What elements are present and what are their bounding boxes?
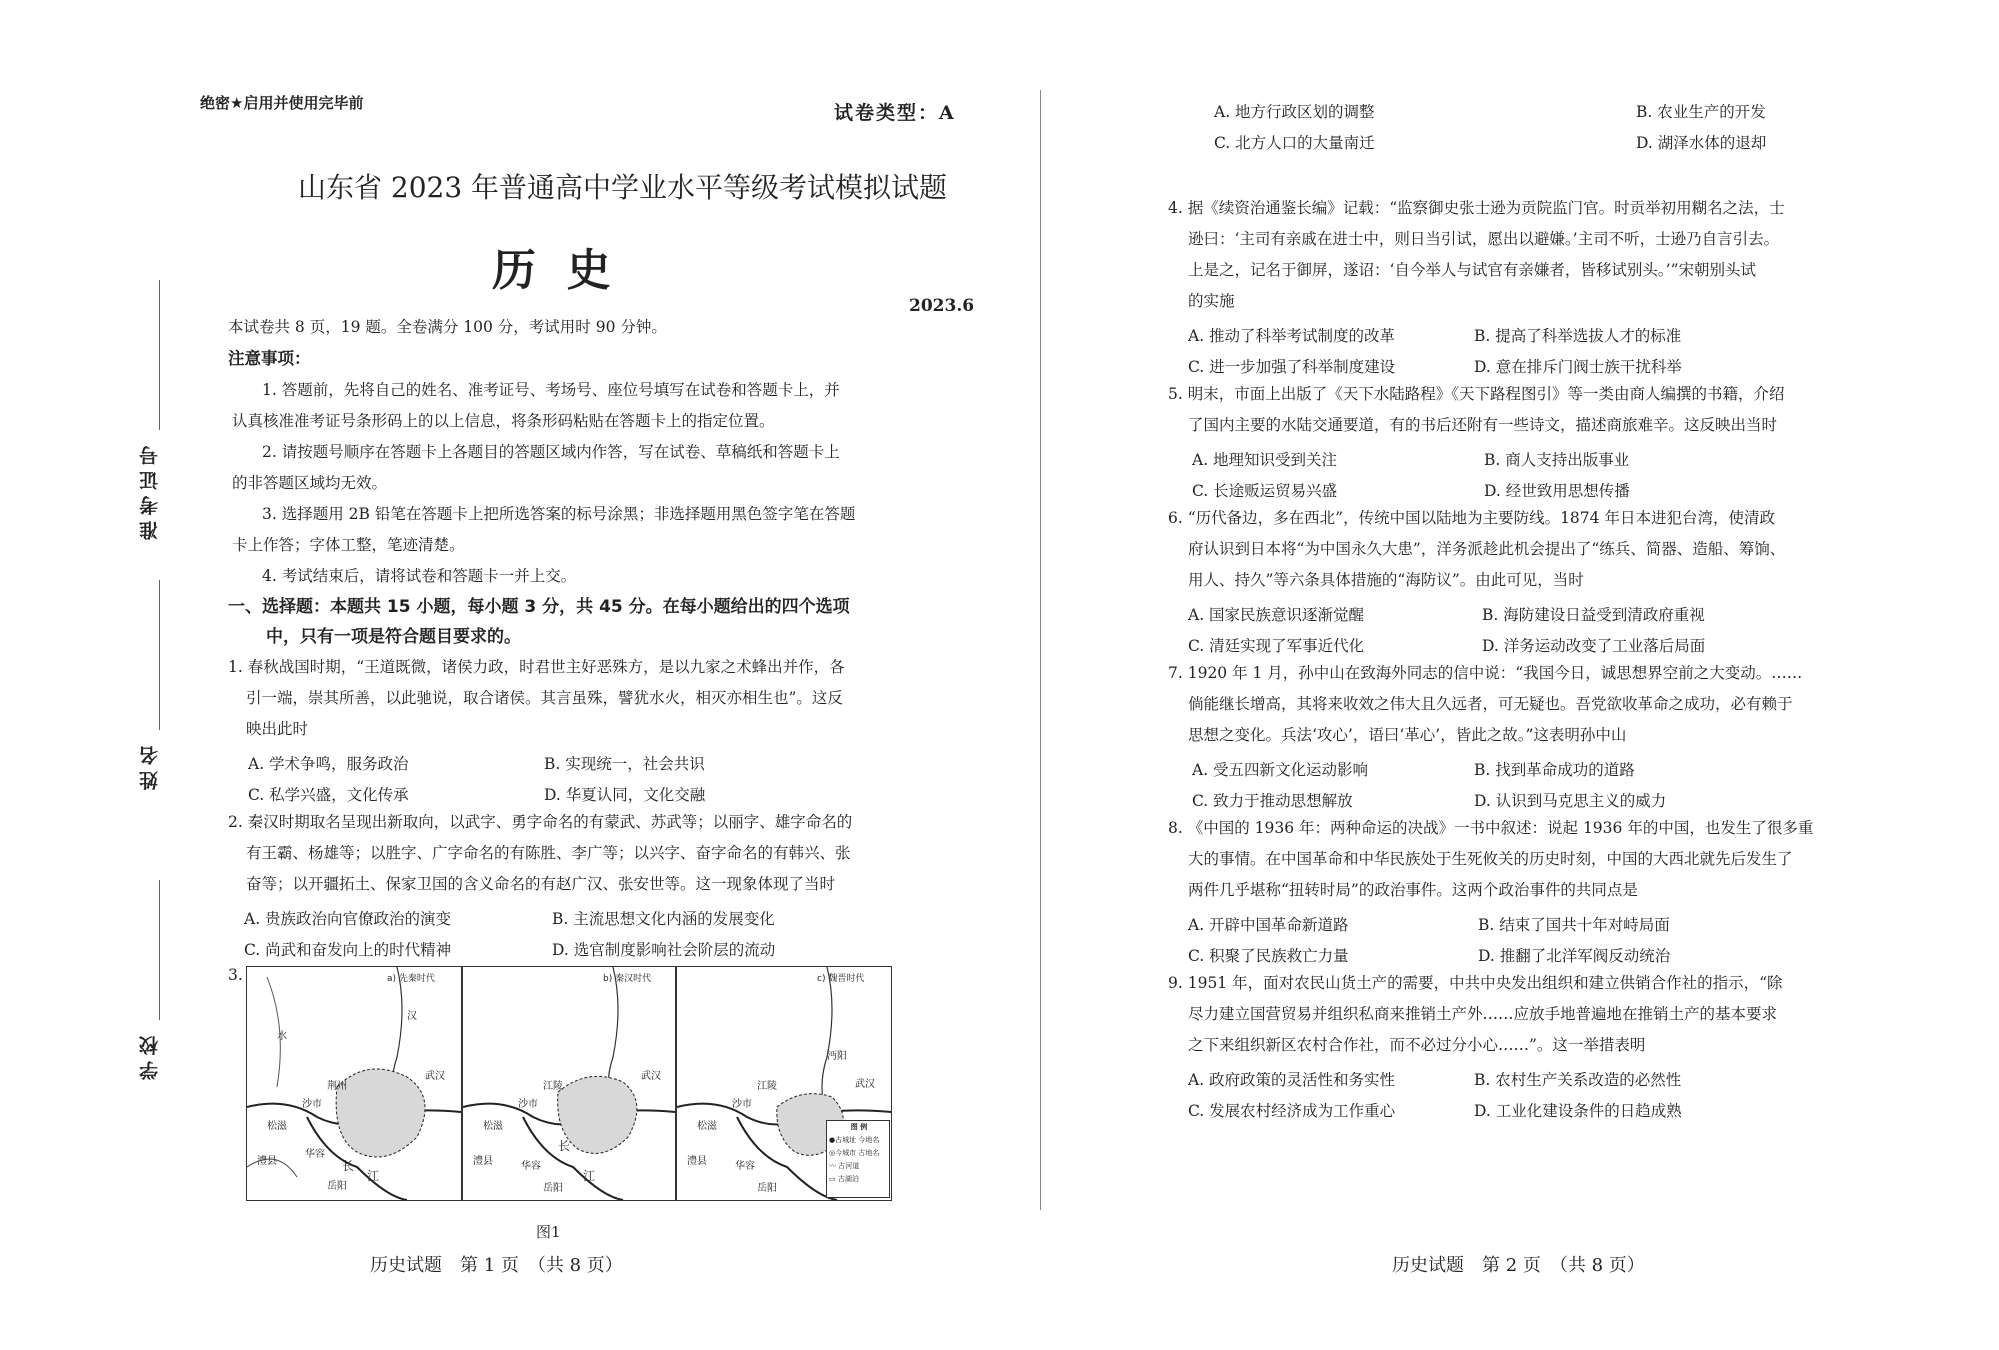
q4-option-d[interactable]: D. 意在排斥门阀士族干扰科举 [1474, 358, 1682, 376]
legend-item: ◎今城市 古地名 [829, 1149, 880, 1157]
q5-option-b[interactable]: B. 商人支持出版事业 [1484, 451, 1630, 469]
question-2-text: 2. 秦汉时期取名呈现出新取向，以武字、勇字命名的有蒙武、苏武等；以丽字、雄字命名的 [228, 813, 853, 831]
intro-text: 本试卷共 8 页，19 题。全卷满分 100 分，考试用时 90 分钟。 [228, 318, 667, 336]
map-place: 沙市 [518, 1099, 538, 1110]
question-4-text: 的实施 [1188, 292, 1235, 310]
map-qin-han [462, 966, 676, 1201]
question-6-text: 府认识到日本将“为中国永久大患”，洋务派趁此机会提出了“练兵、简器、造船、筹饷、 [1188, 540, 1786, 558]
legend-item: ●古城址 今地名 [829, 1136, 880, 1144]
map-place: 汉 [407, 1011, 417, 1022]
name-label: 姓名 [139, 740, 161, 790]
question-1-text: 引一端，崇其所善，以此驰说，取合诸侯。其言虽殊，譬犹水火，相灭亦相生也”。这反 [246, 689, 843, 707]
q8-option-d[interactable]: D. 推翻了北洋军阀反动统治 [1478, 947, 1671, 965]
q9-option-a[interactable]: A. 政府政策的灵活性和务实性 [1188, 1071, 1396, 1089]
question-7-text: 倘能继长增高，其将来收效之伟大且久远者，可无疑也。吾党欲收革命之成功，必有赖于 [1188, 695, 1793, 713]
map-place: 武汉 [425, 1071, 445, 1082]
q9-option-c[interactable]: C. 发展农村经济成为工作重心 [1188, 1102, 1396, 1120]
question-7-text: 思想之变化。兵法‘攻心’，语曰‘革心’，皆此之故。”这表明孙中山 [1188, 726, 1627, 744]
question-5-text: 5. 明末，市面上出版了《天下水陆路程》《天下路程图引》等一类由商人编撰的书籍，介绍 [1168, 385, 1785, 403]
question-8-text: 大的事情。在中国革命和中华民族处于生死攸关的历史时刻，中国的大西北就先后发生了 [1188, 850, 1793, 868]
binding-line [159, 280, 160, 430]
question-4-text: 逊曰：‘主司有亲戚在进士中，则日当引试，愿出以避嫌。’主司不听，士逊乃自言引去。 [1188, 230, 1780, 248]
paper-type: 试卷类型：A [834, 102, 956, 124]
q3-option-a[interactable]: A. 地方行政区划的调整 [1214, 103, 1375, 121]
section-title: 一、选择题：本题共 15 小题，每小题 3 分，共 45 分。在每小题给出的四个选项 [228, 597, 850, 617]
map-place: 岳阳 [543, 1183, 563, 1194]
question-8-text: 两件几乎堪称“扭转时局”的政治事件。这两个政治事件的共同点是 [1188, 881, 1638, 899]
q6-option-d[interactable]: D. 洋务运动改变了工业落后局面 [1482, 637, 1706, 655]
map-place: 武汉 [855, 1079, 875, 1090]
question-6-text: 用人、持久”等六条具体措施的“海防议”。由此可见，当时 [1188, 571, 1584, 589]
map-place: 江陵 [757, 1081, 777, 1092]
notice-line: 的非答题区域均无效。 [232, 474, 388, 492]
q2-option-a[interactable]: A. 贵族政治向官僚政治的演变 [244, 910, 452, 928]
map-pre-qin [246, 966, 462, 1201]
map-place: 江 [367, 1169, 380, 1183]
q6-option-a[interactable]: A. 国家民族意识逐渐觉醒 [1188, 606, 1365, 624]
school-label: 学校 [139, 1030, 161, 1080]
map-place: 华容 [305, 1149, 325, 1160]
map-place: 岳阳 [757, 1183, 777, 1194]
map-place: 澧县 [473, 1156, 493, 1167]
map-place: 岳阳 [327, 1181, 347, 1192]
question-6-text: 6. “历代备边，多在西北”，传统中国以陆地为主要防线。1874 年日本进犯台湾，使清政 [1168, 509, 1775, 527]
question-3-number: 3. [228, 966, 243, 984]
q7-option-c[interactable]: C. 致力于推动思想解放 [1192, 792, 1353, 810]
exam-number-label: 准考证号 [139, 440, 161, 540]
q7-option-d[interactable]: D. 认识到马克思主义的威力 [1474, 792, 1667, 810]
question-8-text: 8. 《中国的 1936 年：两种命运的决战》一书中叙述：说起 1936 年的中国，也发生了很多重 [1168, 819, 1814, 837]
page-1-footer: 历史试题 第 1 页 （共 8 页） [370, 1255, 623, 1276]
q4-option-c[interactable]: C. 进一步加强了科举制度建设 [1188, 358, 1396, 376]
map-place: 沙市 [732, 1099, 752, 1110]
q6-option-b[interactable]: B. 海防建设日益受到清政府重视 [1482, 606, 1705, 624]
question-4-text: 4. 据《续资治通鉴长编》记载：“监察御史张士逊为贡院监门官。时贡举初用糊名之法，士 [1168, 199, 1785, 217]
legend-item: 〰 古河道 [829, 1162, 860, 1170]
page-divider [1040, 90, 1041, 1210]
figure-caption: 图1 [536, 1223, 561, 1241]
q1-option-a[interactable]: A. 学术争鸣，服务政治 [248, 755, 409, 773]
q8-option-b[interactable]: B. 结束了国共十年对峙局面 [1478, 916, 1670, 934]
map-place: 水 [277, 1031, 287, 1042]
map-place: 长 [342, 1159, 355, 1173]
map-place: 华容 [735, 1161, 755, 1172]
map-place: 华容 [521, 1161, 541, 1172]
q1-option-d[interactable]: D. 华夏认同，文化交融 [544, 786, 706, 804]
question-5-text: 了国内主要的水陆交通要道，有的书后还附有一些诗文，描述商旅难辛。这反映出当时 [1188, 416, 1778, 434]
exam-date: 2023.6 [909, 296, 975, 316]
confidential-label: 绝密★启用并使用完毕前 [200, 94, 364, 112]
map-place: 松滋 [483, 1121, 503, 1132]
map-place: 沙市 [302, 1099, 322, 1110]
question-2-text: 奋等；以开疆拓土、保家卫国的含义命名的有赵广汉、张安世等。这一现象体现了当时 [246, 875, 836, 893]
q6-option-c[interactable]: C. 清廷实现了军事近代化 [1188, 637, 1365, 655]
page-2-footer: 历史试题 第 2 页 （共 8 页） [1392, 1255, 1645, 1276]
q2-option-c[interactable]: C. 尚武和奋发向上的时代精神 [244, 941, 452, 959]
map-place: 松滋 [697, 1121, 717, 1132]
subject-title: 历 史 [492, 245, 611, 296]
q3-option-c[interactable]: C. 北方人口的大量南迁 [1214, 134, 1375, 152]
q5-option-d[interactable]: D. 经世致用思想传播 [1484, 482, 1630, 500]
q3-option-d[interactable]: D. 湖泽水体的退却 [1636, 134, 1767, 152]
question-9-text: 9. 1951 年，面对农民山货土产的需要，中共中央发出组织和建立供销合作社的指示，“除 [1168, 974, 1783, 992]
notice-line: 1. 答题前，先将自己的姓名、准考证号、考场号、座位号填写在试卷和答题卡上，并 [262, 381, 840, 399]
map-place: 荆州 [327, 1081, 347, 1092]
q7-option-b[interactable]: B. 找到革命成功的道路 [1474, 761, 1635, 779]
notice-line: 2. 请按题号顺序在答题卡上各题目的答题区域内作答，写在试卷、草稿纸和答题卡上 [262, 443, 840, 461]
map-place: 长 [558, 1139, 571, 1153]
section-title: 中，只有一项是符合题目要求的。 [266, 627, 521, 647]
q4-option-b[interactable]: B. 提高了科举选拔人才的标准 [1474, 327, 1682, 345]
legend-title: 图 例 [850, 1123, 868, 1131]
question-4-text: 上是之，记名于御屏，遂诏：‘自今举人与试官有亲嫌者，皆移试别头。’”宋朝别头试 [1188, 261, 1757, 279]
q8-option-c[interactable]: C. 积聚了民族救亡力量 [1188, 947, 1349, 965]
q9-option-d[interactable]: D. 工业化建设条件的日趋成熟 [1474, 1102, 1682, 1120]
question-7-text: 7. 1920 年 1 月，孙中山在致海外同志的信中说：“我国今日，诚思想界空前之大变动。…… [1168, 664, 1803, 682]
notice-line: 3. 选择题用 2B 铅笔在答题卡上把所选答案的标号涂黑；非选择题用黑色签字笔在答题 [262, 505, 856, 523]
map-title: c) 魏晋时代 [817, 974, 865, 984]
notice-line: 卡上作答；字体工整，笔迹清楚。 [232, 536, 465, 554]
question-1-text: 1. 春秋战国时期，“王道既微，诸侯力政，时君世主好恶殊方，是以九家之术蜂出并作，各 [228, 658, 845, 676]
q9-option-b[interactable]: B. 农村生产关系改造的必然性 [1474, 1071, 1682, 1089]
exam-title: 山东省 2023 年普通高中学业水平等级考试模拟试题 [298, 171, 948, 204]
map-title: b) 秦汉时代 [603, 974, 652, 984]
q1-option-b[interactable]: B. 实现统一，社会共识 [544, 755, 705, 773]
q2-option-b[interactable]: B. 主流思想文化内涵的发展变化 [552, 910, 775, 928]
map-place: 澧县 [257, 1156, 277, 1167]
q1-option-c[interactable]: C. 私学兴盛，文化传承 [248, 786, 409, 804]
q8-option-a[interactable]: A. 开辟中国革命新道路 [1188, 916, 1349, 934]
notice-line: 认真核准准考证号条形码上的以上信息，将条形码粘贴在答题卡上的指定位置。 [232, 412, 775, 430]
legend-item: ▭ 古湖泊 [829, 1175, 859, 1183]
q7-option-a[interactable]: A. 受五四新文化运动影响 [1192, 761, 1369, 779]
notice-title: 注意事项： [228, 349, 311, 368]
question-2-text: 有王霸、杨雄等；以胜字、广字命名的有陈胜、李广等；以兴字、奋字命名的有韩兴、张 [246, 844, 851, 862]
map-place: 武汉 [641, 1071, 661, 1082]
binding-line [159, 580, 160, 730]
q3-option-b[interactable]: B. 农业生产的开发 [1636, 103, 1766, 121]
map-place: 江陵 [543, 1081, 563, 1092]
map-place: 江 [583, 1169, 596, 1183]
notice-line: 4. 考试结束后，请将试卷和答题卡一并上交。 [262, 567, 577, 585]
map-title: a) 先秦时代 [387, 974, 435, 984]
map-place: 澧县 [687, 1156, 707, 1167]
q2-option-d[interactable]: D. 选官制度影响社会阶层的流动 [552, 941, 776, 959]
map-place: 沔阳 [827, 1051, 847, 1062]
q5-option-a[interactable]: A. 地理知识受到关注 [1192, 451, 1338, 469]
question-9-text: 之下来组织新区农村合作社，而不必过分小心……”。这一举措表明 [1188, 1036, 1646, 1054]
map-legend [826, 1120, 890, 1198]
q4-option-a[interactable]: A. 推动了科举考试制度的改革 [1188, 327, 1396, 345]
q5-option-c[interactable]: C. 长途贩运贸易兴盛 [1192, 482, 1338, 500]
map-place: 松滋 [267, 1121, 287, 1132]
question-9-text: 尽力建立国营贸易并组织私商来推销土产外……应放手地普遍地在推销土产的基本要求 [1188, 1005, 1778, 1023]
binding-line [159, 880, 160, 1020]
question-1-text: 映出此时 [246, 720, 309, 738]
